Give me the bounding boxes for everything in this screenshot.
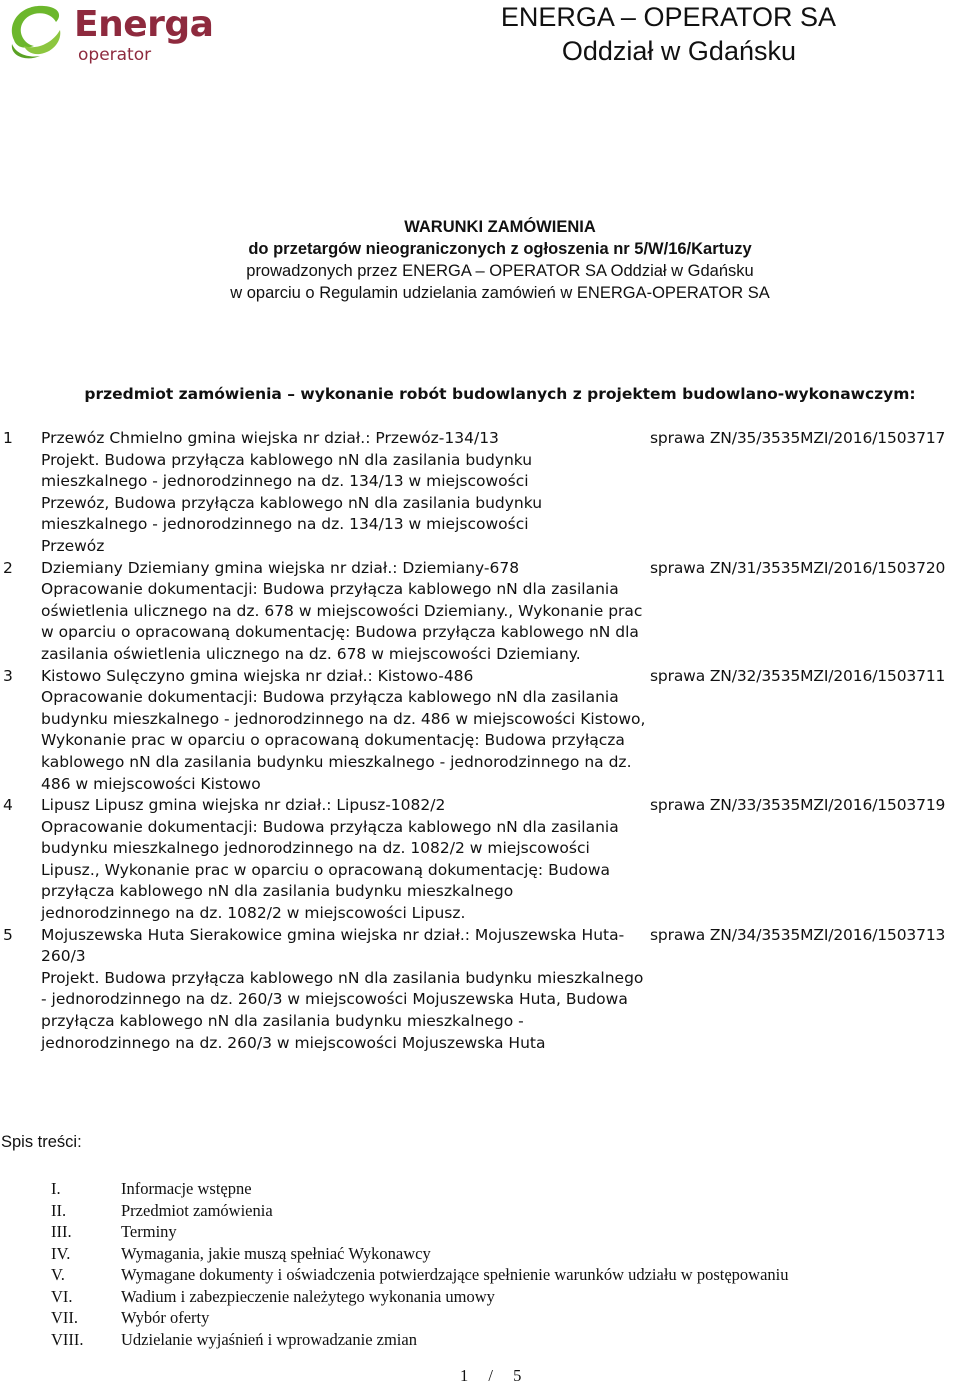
- conducted-by: prowadzonych przez ENERGA – OPERATOR SA Oddział w Gdańsku: [246, 262, 754, 280]
- toc-entry[interactable]: [0, 1178, 960, 1200]
- list-item: [0, 925, 960, 1055]
- tender-reference: do przetargów nieograniczonych z ogłoszenia nr 5/W/16/Kartuzy: [248, 240, 752, 258]
- case-number: sprawa ZN/31/3535MZI/2016/1503720: [650, 558, 946, 577]
- toc-entry[interactable]: [0, 1243, 960, 1265]
- toc-entry[interactable]: [0, 1264, 960, 1286]
- item-number: 2: [3, 558, 13, 577]
- company-name: ENERGA – OPERATOR SA: [500, 2, 836, 32]
- toc-label: Informacje wstępne: [121, 1179, 252, 1198]
- case-number: sprawa ZN/32/3535MZI/2016/1503711: [650, 666, 946, 685]
- current-page: 1: [460, 1366, 469, 1385]
- item-description: Projekt. Budowa przyłącza kablowego nN dla zasilania budynku mieszkalnego - jednorodzinnego na dz. 134/13 w miejscowości Przewóz, Budowa przyłącza kablowego nN dla zasilania budynku mieszkalnego - jednorodzinnego na dz. 134/13 w miejscowości Przewóz: [41, 450, 543, 555]
- toc-numeral: IV.: [51, 1243, 71, 1263]
- item-description: Opracowanie dokumentacji: Budowa przyłącza kablowego nN dla zasilania budynku mieszkalnego - jednorodzinnego na dz. 486 w miejscowości Kistowo, Wykonanie prac w oparciu o opracowaną dokumentację: Budowa przyłącza kablowego nN dla zasilania budynku mieszkalnego - jednorodzinnego na dz. 486 w miejscowości Kistowo: [41, 688, 646, 793]
- item-location: Przewóz Chmielno gmina wiejska nr dział.: Przewóz-134/13: [41, 429, 499, 447]
- toc-numeral: I.: [51, 1179, 61, 1198]
- list-item: [0, 666, 960, 796]
- item-number: 4: [3, 796, 13, 815]
- logo-brand-text: Energa: [74, 4, 214, 45]
- toc-entry[interactable]: [0, 1221, 960, 1243]
- energa-operator-logo: [4, 0, 214, 72]
- item-location: Lipusz Lipusz gmina wiejska nr dział.: Lipusz-1082/2: [41, 796, 446, 815]
- case-number: sprawa ZN/35/3535MZI/2016/1503717: [650, 429, 946, 447]
- branch-name: Oddział w Gdańsku: [561, 36, 796, 66]
- toc-numeral: III.: [51, 1222, 72, 1241]
- toc-label: Udzielanie wyjaśnień i wprowadzanie zmian: [121, 1329, 417, 1349]
- total-pages: 5: [513, 1366, 522, 1385]
- toc-entry[interactable]: [0, 1307, 960, 1329]
- toc-title: Spis treści:: [1, 1133, 82, 1151]
- item-number: 3: [3, 666, 13, 685]
- item-description: Projekt. Budowa przyłącza kablowego nN dla zasilania budynku mieszkalnego - jednorodzinnego na dz. 260/3 w miejscowości Mojuszewska Huta, Budowa przyłącza kablowego nN dla zasilania budynku mieszkalnego - jednorodzinnego na dz. 260/3 w miejscowości Mojuszewska Huta: [41, 968, 644, 1052]
- order-items-list: [0, 428, 960, 1054]
- toc-numeral: VI.: [51, 1286, 73, 1306]
- item-location: Kistowo Sulęczyno gmina wiejska nr dział.: Kistowo-486: [41, 666, 474, 685]
- toc-label: Terminy: [121, 1222, 177, 1241]
- toc-numeral: II.: [51, 1200, 67, 1220]
- item-description: Opracowanie dokumentacji: Budowa przyłącza kablowego nN dla zasilania oświetlenia ulicznego na dz. 678 w miejscowości Dziemiany., Wykonanie prac w oparciu o opracowaną dokumentację: Budowa przyłącza kablowego nN dla zasilania oświetlenia ulicznego na dz. 678 w miejscowości Dziemiany.: [41, 580, 643, 663]
- toc-label: Wymagane dokumenty i oświadczenia potwierdzające spełnienie warunków udziału w postępowaniu: [121, 1265, 789, 1284]
- regulation-basis: w oparciu o Regulamin udzielania zamówień w ENERGA-OPERATOR SA: [230, 284, 770, 302]
- order-subject: przedmiot zamówienia – wykonanie robót budowlanych z projektem budowlano-wykonawczym:: [84, 385, 916, 403]
- item-number: 5: [3, 925, 13, 944]
- toc-entry[interactable]: [0, 1286, 960, 1308]
- list-item: [0, 428, 960, 558]
- toc-numeral: V.: [51, 1265, 65, 1284]
- list-item: [0, 795, 960, 925]
- list-item: [0, 558, 960, 666]
- document-title: WARUNKI ZAMÓWIENIA: [404, 218, 596, 236]
- toc-label: Wadium i zabezpieczenie należytego wykonania umowy: [121, 1286, 495, 1306]
- toc-label: Wybór oferty: [121, 1308, 210, 1327]
- page-separator: /: [488, 1366, 493, 1385]
- case-number: sprawa ZN/34/3535MZI/2016/1503713: [650, 925, 946, 944]
- toc-numeral: VIII.: [51, 1329, 84, 1349]
- toc-entry[interactable]: [0, 1200, 960, 1222]
- toc-numeral: VII.: [51, 1308, 79, 1327]
- item-description: Opracowanie dokumentacji: Budowa przyłącza kablowego nN dla zasilania budynku mieszkalnego jednorodzinnego na dz. 1082/2 w miejscowości Lipusz., Wykonanie prac w oparciu o opracowaną dokumentację: Budowa przyłącza kablowego nN dla zasilania budynku mieszkalnego jednorodzinnego na dz. 1082/2 w miejscowości Lipusz.: [41, 817, 619, 923]
- item-location: Dziemiany Dziemiany gmina wiejska nr dział.: Dziemiany-678: [41, 558, 520, 577]
- logo-sub-text: operator: [78, 45, 152, 65]
- item-location: Mojuszewska Huta Sierakowice gmina wiejska nr dział.: Mojuszewska Huta-260/3: [41, 925, 625, 966]
- toc-entry[interactable]: [0, 1329, 960, 1351]
- toc-label: Przedmiot zamówienia: [121, 1200, 273, 1220]
- item-number: 1: [3, 429, 13, 447]
- case-number: sprawa ZN/33/3535MZI/2016/1503719: [650, 796, 946, 815]
- toc-label: Wymagania, jakie muszą spełniać Wykonawcy: [121, 1243, 431, 1263]
- page-indicator: [460, 1368, 521, 1385]
- table-of-contents: [0, 1178, 960, 1350]
